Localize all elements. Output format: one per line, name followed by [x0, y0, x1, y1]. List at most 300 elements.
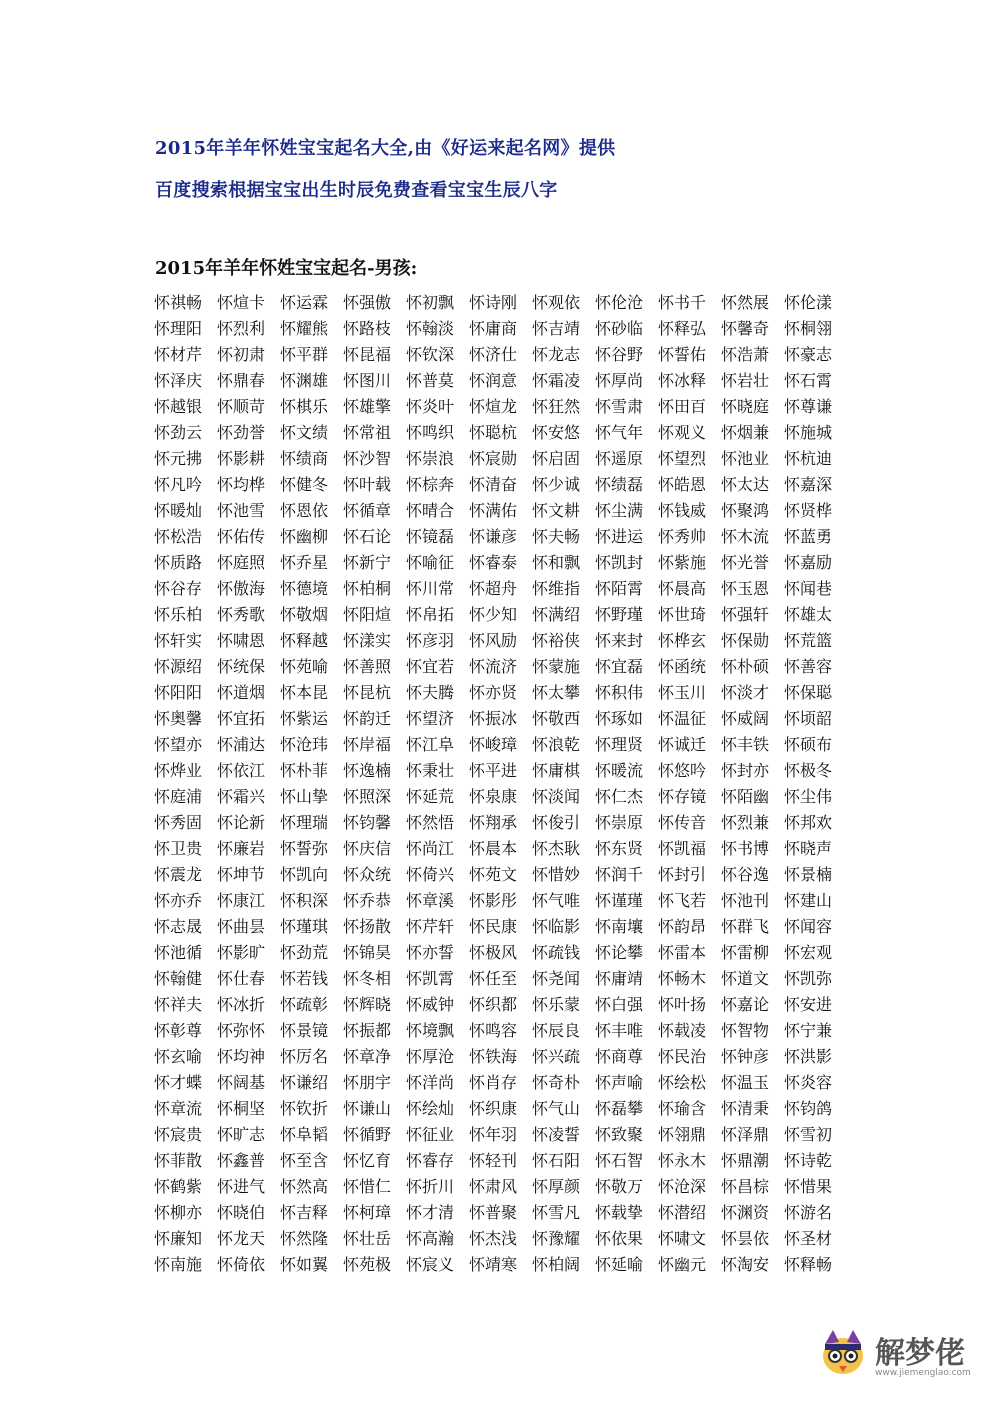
name-item: 怀亦誓: [406, 943, 455, 962]
name-item: 怀炎叶: [406, 397, 455, 416]
name-item: 怀宜磊: [595, 657, 644, 676]
name-item: 怀兴疏: [532, 1047, 581, 1066]
name-item: 怀致聚: [595, 1125, 644, 1144]
name-item: 怀谷逸: [721, 865, 770, 884]
name-item: 怀鼎春: [217, 371, 266, 390]
name-item: 怀炎容: [784, 1073, 833, 1092]
name-item: 怀馨奇: [721, 319, 770, 338]
name-item: 怀德境: [280, 579, 329, 598]
name-item: 怀延喻: [595, 1255, 644, 1274]
name-item: 怀翔承: [469, 813, 518, 832]
name-item: 怀琢如: [595, 709, 644, 728]
name-item: 怀弥怀: [217, 1021, 266, 1040]
name-item: 怀尚江: [406, 839, 455, 858]
name-item: 怀乔星: [280, 553, 329, 572]
name-item: 怀宸勋: [469, 449, 518, 468]
name-item: 怀才清: [406, 1203, 455, 1222]
name-item: 怀紫施: [658, 553, 707, 572]
name-item: 怀钦深: [406, 345, 455, 364]
name-item: 怀凯向: [280, 865, 329, 884]
name-item: 怀强轩: [721, 605, 770, 624]
name-item: 怀晨高: [658, 579, 707, 598]
name-item: 怀祥夫: [154, 995, 203, 1014]
name-item: 怀惜果: [784, 1177, 833, 1196]
name-item: 怀道烟: [217, 683, 266, 702]
name-item: 怀温玉: [721, 1073, 770, 1092]
name-item: 怀文耕: [532, 501, 581, 520]
name-item: 怀帛拓: [406, 605, 455, 624]
name-item: 怀烨业: [154, 761, 203, 780]
name-item: 怀彦羽: [406, 631, 455, 650]
name-item: 怀遥原: [595, 449, 644, 468]
name-item: 怀丰铁: [721, 735, 770, 754]
name-item: 怀耀熊: [280, 319, 329, 338]
name-item: 怀忆育: [343, 1151, 392, 1170]
name-item: 怀振冰: [469, 709, 518, 728]
name-item: 怀池刊: [721, 891, 770, 910]
name-item: 怀道文: [721, 969, 770, 988]
name-item: 怀少知: [469, 605, 518, 624]
name-item: 怀伦沧: [595, 293, 644, 312]
name-item: 怀吉释: [280, 1203, 329, 1222]
name-item: 怀积伟: [595, 683, 644, 702]
name-item: 怀池雪: [217, 501, 266, 520]
name-item: 怀闻容: [784, 917, 833, 936]
name-item: 怀载凌: [658, 1021, 707, 1040]
name-item: 怀理阳: [154, 319, 203, 338]
name-item: 怀安悠: [532, 423, 581, 442]
name-item: 怀东贤: [595, 839, 644, 858]
header-line-2: 百度搜索根据宝宝出生时辰免费查看宝宝生辰八字: [155, 180, 558, 201]
name-item: 怀若钱: [280, 969, 329, 988]
name-item: 怀织康: [469, 1099, 518, 1118]
name-item: 怀川常: [406, 579, 455, 598]
name-item: 怀翎鼎: [658, 1125, 707, 1144]
name-item: 怀岩壮: [721, 371, 770, 390]
header-line-1: 2015年羊年怀姓宝宝起名大全,由《好运来起名网》提供: [155, 138, 616, 159]
name-item: 怀进气: [217, 1177, 266, 1196]
name-item: 怀野瑾: [595, 605, 644, 624]
name-item: 怀民康: [469, 917, 518, 936]
name-item: 怀池业: [721, 449, 770, 468]
name-item: 怀冰折: [217, 995, 266, 1014]
name-item: 怀普聚: [469, 1203, 518, 1222]
name-item: 怀尘满: [595, 501, 644, 520]
name-item: 怀泽鼎: [721, 1125, 770, 1144]
name-item: 怀陌幽: [721, 787, 770, 806]
name-item: 怀润意: [469, 371, 518, 390]
name-item: 怀昌棕: [721, 1177, 770, 1196]
name-item: 怀翰健: [154, 969, 203, 988]
name-item: 怀沧玮: [280, 735, 329, 754]
name-item: 怀崇浪: [406, 449, 455, 468]
name-item: 怀夫畅: [532, 527, 581, 546]
name-item: 怀烈兼: [721, 813, 770, 832]
name-item: 怀扬散: [343, 917, 392, 936]
name-item: 怀折川: [406, 1177, 455, 1196]
name-item: 怀曲昙: [217, 917, 266, 936]
name-item: 怀旷志: [217, 1125, 266, 1144]
name-item: 怀初肃: [217, 345, 266, 364]
name-item: 怀宸贵: [154, 1125, 203, 1144]
name-item: 怀疏钱: [532, 943, 581, 962]
name-item: 怀载挚: [595, 1203, 644, 1222]
name-item: 怀雄太: [784, 605, 833, 624]
name-item: 怀龙志: [532, 345, 581, 364]
name-item: 怀钟彦: [721, 1047, 770, 1066]
name-item: 怀延荒: [406, 787, 455, 806]
name-item: 怀健冬: [280, 475, 329, 494]
name-item: 怀皓恩: [658, 475, 707, 494]
name-item: 怀流济: [469, 657, 518, 676]
name-item: 怀南壤: [595, 917, 644, 936]
name-item: 怀影旷: [217, 943, 266, 962]
name-item: 怀傲海: [217, 579, 266, 598]
name-item: 怀存镜: [658, 787, 707, 806]
name-item: 怀叶扬: [658, 995, 707, 1014]
name-item: 怀温征: [658, 709, 707, 728]
name-item: 怀群飞: [721, 917, 770, 936]
name-item: 怀极风: [469, 943, 518, 962]
name-item: 怀雪凡: [532, 1203, 581, 1222]
name-item: 怀敬西: [532, 709, 581, 728]
name-item: 怀轻刊: [469, 1151, 518, 1170]
name-item: 怀满佑: [469, 501, 518, 520]
name-item: 怀然展: [721, 293, 770, 312]
name-item: 怀杰耿: [532, 839, 581, 858]
name-item: 怀苑喻: [280, 657, 329, 676]
name-item: 怀鼎潮: [721, 1151, 770, 1170]
name-item: 怀锦昊: [343, 943, 392, 962]
name-item: 怀洋尚: [406, 1073, 455, 1092]
name-item: 怀裕侠: [532, 631, 581, 650]
watermark: [815, 1322, 975, 1386]
name-item: 怀彰尊: [154, 1021, 203, 1040]
name-item: 怀鸣容: [469, 1021, 518, 1040]
name-item: 怀硕布: [784, 735, 833, 754]
name-item: 怀影耕: [217, 449, 266, 468]
name-item: 怀年羽: [469, 1125, 518, 1144]
name-item: 怀暖灿: [154, 501, 203, 520]
name-item: 怀吉靖: [532, 319, 581, 338]
name-item: 怀棕奔: [406, 475, 455, 494]
name-item: 怀木流: [721, 527, 770, 546]
name-item: 怀尘伟: [784, 787, 833, 806]
name-item: 怀厉名: [280, 1047, 329, 1066]
name-item: 怀奥馨: [154, 709, 203, 728]
name-item: 怀坤节: [217, 865, 266, 884]
name-item: 怀阳阳: [154, 683, 203, 702]
name-item: 怀雪肃: [595, 397, 644, 416]
name-item: 怀蒙施: [532, 657, 581, 676]
name-item: 怀循野: [343, 1125, 392, 1144]
name-item: 怀桐坚: [217, 1099, 266, 1118]
name-item: 怀鸣织: [406, 423, 455, 442]
name-item: 怀尧闻: [532, 969, 581, 988]
name-item: 怀渊雄: [280, 371, 329, 390]
name-item: 怀南施: [154, 1255, 203, 1274]
name-item: 怀浦达: [217, 735, 266, 754]
name-item: 怀邦欢: [784, 813, 833, 832]
name-item: 怀庸棋: [532, 761, 581, 780]
name-item: 怀凯封: [595, 553, 644, 572]
name-item: 怀俊引: [532, 813, 581, 832]
name-item: 怀冬相: [343, 969, 392, 988]
name-item: 怀聪杭: [469, 423, 518, 442]
name-item: 怀石阳: [532, 1151, 581, 1170]
name-item: 怀晓庭: [721, 397, 770, 416]
name-item: 怀靖寒: [469, 1255, 518, 1274]
name-item: 怀朋宇: [343, 1073, 392, 1092]
name-item: 怀玄喻: [154, 1047, 203, 1066]
name-item: 怀柳亦: [154, 1203, 203, 1222]
name-item: 怀恩依: [280, 501, 329, 520]
name-item: 怀平群: [280, 345, 329, 364]
name-item: 怀依果: [595, 1229, 644, 1248]
name-item: 怀亦乔: [154, 891, 203, 910]
name-item: 怀逸楠: [343, 761, 392, 780]
name-item: 怀淡才: [721, 683, 770, 702]
name-item: 怀菲散: [154, 1151, 203, 1170]
name-item: 怀绩商: [280, 449, 329, 468]
name-item: 怀伦漾: [784, 293, 833, 312]
name-item: 怀观义: [658, 423, 707, 442]
name-item: 怀厚颜: [532, 1177, 581, 1196]
name-item: 怀元拂: [154, 449, 203, 468]
name-item: 怀平进: [469, 761, 518, 780]
name-item: 怀卫贵: [154, 839, 203, 858]
name-item: 怀幽元: [658, 1255, 707, 1274]
name-item: 怀烈利: [217, 319, 266, 338]
name-item: 怀倚兴: [406, 865, 455, 884]
name-item: 怀保勋: [721, 631, 770, 650]
name-item: 怀润千: [595, 865, 644, 884]
watermark-url: www.jiemenglao.com: [875, 1368, 971, 1378]
name-item: 怀风励: [469, 631, 518, 650]
name-item: 怀诗刚: [469, 293, 518, 312]
name-item: 怀杭迪: [784, 449, 833, 468]
name-item: 怀本昆: [280, 683, 329, 702]
section-title: 2015年羊年怀姓宝宝起名-男孩:: [155, 258, 418, 279]
name-item: 怀桦玄: [658, 631, 707, 650]
name-item: 怀壮岳: [343, 1229, 392, 1248]
name-item: 怀畅木: [658, 969, 707, 988]
name-item: 怀韵迁: [343, 709, 392, 728]
name-item: 怀倚依: [217, 1255, 266, 1274]
name-item: 怀陌霄: [595, 579, 644, 598]
name-item: 怀庆信: [343, 839, 392, 858]
name-item: 怀来封: [595, 631, 644, 650]
name-item: 怀暖流: [595, 761, 644, 780]
name-item: 怀景镜: [280, 1021, 329, 1040]
name-item: 怀质路: [154, 553, 203, 572]
name-item: 怀游名: [784, 1203, 833, 1222]
name-item: 怀祺畅: [154, 293, 203, 312]
name-item: 怀理瑞: [280, 813, 329, 832]
name-item: 怀望亦: [154, 735, 203, 754]
name-item: 怀震龙: [154, 865, 203, 884]
name-item: 怀闻巷: [784, 579, 833, 598]
name-item: 怀渊资: [721, 1203, 770, 1222]
name-item: 怀谷野: [595, 345, 644, 364]
name-item: 怀煊龙: [469, 397, 518, 416]
name-item: 怀幽柳: [280, 527, 329, 546]
name-item: 怀太达: [721, 475, 770, 494]
name-item: 怀韵昂: [658, 917, 707, 936]
name-item: 怀豫耀: [532, 1229, 581, 1248]
name-item: 怀望济: [406, 709, 455, 728]
name-item: 怀劲誉: [217, 423, 266, 442]
name-item: 怀嘉励: [784, 553, 833, 572]
name-item: 怀瑜含: [658, 1099, 707, 1118]
name-item: 怀威阔: [721, 709, 770, 728]
name-item: 怀图川: [343, 371, 392, 390]
name-item: 怀宜若: [406, 657, 455, 676]
name-item: 怀常祖: [343, 423, 392, 442]
name-item: 怀嘉深: [784, 475, 833, 494]
name-item: 怀宜拓: [217, 709, 266, 728]
name-item: 怀然悟: [406, 813, 455, 832]
name-item: 怀织都: [469, 995, 518, 1014]
name-item: 怀乐蒙: [532, 995, 581, 1014]
name-item: 怀积深: [280, 891, 329, 910]
name-item: 怀玉川: [658, 683, 707, 702]
name-item: 怀依江: [217, 761, 266, 780]
name-item: 怀荒篮: [784, 631, 833, 650]
name-item: 怀气唯: [532, 891, 581, 910]
name-item: 怀谦山: [343, 1099, 392, 1118]
name-item: 怀砂临: [595, 319, 644, 338]
name-item: 怀誓佑: [658, 345, 707, 364]
name-item: 怀叶载: [343, 475, 392, 494]
name-item: 怀淡闻: [532, 787, 581, 806]
name-item: 怀芹轩: [406, 917, 455, 936]
name-item: 怀雄擎: [343, 397, 392, 416]
name-item: 怀民治: [658, 1047, 707, 1066]
name-item: 怀肖存: [469, 1073, 518, 1092]
name-item: 怀施城: [784, 423, 833, 442]
name-item: 怀启固: [532, 449, 581, 468]
name-item: 怀沧深: [658, 1177, 707, 1196]
name-item: 怀凡吟: [154, 475, 203, 494]
name-item: 怀宸义: [406, 1255, 455, 1274]
name-item: 怀苑极: [343, 1255, 392, 1274]
name-item: 怀释越: [280, 631, 329, 650]
name-item: 怀然隆: [280, 1229, 329, 1248]
name-item: 怀泽庆: [154, 371, 203, 390]
name-item: 怀镜磊: [406, 527, 455, 546]
name-item: 怀朴菲: [280, 761, 329, 780]
name-item: 怀安进: [784, 995, 833, 1014]
name-item: 怀如翼: [280, 1255, 329, 1274]
name-item: 怀商尊: [595, 1047, 644, 1066]
name-item: 怀少诚: [532, 475, 581, 494]
name-item: 怀冰释: [658, 371, 707, 390]
name-item: 怀昆福: [343, 345, 392, 364]
name-item: 怀均桦: [217, 475, 266, 494]
name-item: 怀征业: [406, 1125, 455, 1144]
name-item: 怀满绍: [532, 605, 581, 624]
name-item: 怀啸文: [658, 1229, 707, 1248]
name-item: 怀白强: [595, 995, 644, 1014]
name-item: 怀高瀚: [406, 1229, 455, 1248]
name-item: 怀雷本: [658, 943, 707, 962]
name-item: 怀清奋: [469, 475, 518, 494]
name-item: 怀诚迁: [658, 735, 707, 754]
name-item: 怀康江: [217, 891, 266, 910]
name-item: 怀谦彦: [469, 527, 518, 546]
name-item: 怀气年: [595, 423, 644, 442]
name-item: 怀佑传: [217, 527, 266, 546]
name-item: 怀阳煊: [343, 605, 392, 624]
name-item: 怀循章: [343, 501, 392, 520]
name-item: 怀初飘: [406, 293, 455, 312]
name-item: 怀统保: [217, 657, 266, 676]
name-item: 怀新宁: [343, 553, 392, 572]
name-item: 怀阜韬: [280, 1125, 329, 1144]
name-item: 怀凯霄: [406, 969, 455, 988]
name-item: 怀霜兴: [217, 787, 266, 806]
name-item: 怀廉岩: [217, 839, 266, 858]
name-item: 怀普莫: [406, 371, 455, 390]
name-item: 怀泉康: [469, 787, 518, 806]
name-item: 怀理贤: [595, 735, 644, 754]
name-item: 怀铁海: [469, 1047, 518, 1066]
name-item: 怀凯弥: [784, 969, 833, 988]
name-item: 怀柏阔: [532, 1255, 581, 1274]
name-item: 怀晨本: [469, 839, 518, 858]
name-item: 怀绘松: [658, 1073, 707, 1092]
name-item: 怀霜凌: [532, 371, 581, 390]
name-item: 怀均神: [217, 1047, 266, 1066]
name-item: 怀然高: [280, 1177, 329, 1196]
name-item: 怀至含: [280, 1151, 329, 1170]
name-item: 怀仁杰: [595, 787, 644, 806]
name-item: 怀光誉: [721, 553, 770, 572]
name-item: 怀淘安: [721, 1255, 770, 1274]
name-item: 怀和飘: [532, 553, 581, 572]
name-item: 怀玉恩: [721, 579, 770, 598]
name-item: 怀诗乾: [784, 1151, 833, 1170]
name-item: 怀辉晓: [343, 995, 392, 1014]
name-item: 怀山挚: [280, 787, 329, 806]
name-item: 怀尊谦: [784, 397, 833, 416]
name-item: 怀丰唯: [595, 1021, 644, 1040]
name-item: 怀善照: [343, 657, 392, 676]
name-item: 怀观依: [532, 293, 581, 312]
name-item: 怀书博: [721, 839, 770, 858]
name-item: 怀庸靖: [595, 969, 644, 988]
name-item: 怀嘉论: [721, 995, 770, 1014]
name-item: 怀志晟: [154, 917, 203, 936]
name-item: 怀蓝勇: [784, 527, 833, 546]
name-item: 怀振都: [343, 1021, 392, 1040]
name-item: 怀劲云: [154, 423, 203, 442]
name-item: 怀鹤紫: [154, 1177, 203, 1196]
name-item: 怀狂然: [532, 397, 581, 416]
name-item: 怀瑾琪: [280, 917, 329, 936]
name-item: 怀睿存: [406, 1151, 455, 1170]
name-item: 怀松浩: [154, 527, 203, 546]
name-item: 怀气山: [532, 1099, 581, 1118]
name-item: 怀书千: [658, 293, 707, 312]
name-item: 怀境飘: [406, 1021, 455, 1040]
name-item: 怀沙智: [343, 449, 392, 468]
name-item: 怀石智: [595, 1151, 644, 1170]
name-item: 怀善容: [784, 657, 833, 676]
name-item: 怀谨瑾: [595, 891, 644, 910]
name-item: 怀永木: [658, 1151, 707, 1170]
